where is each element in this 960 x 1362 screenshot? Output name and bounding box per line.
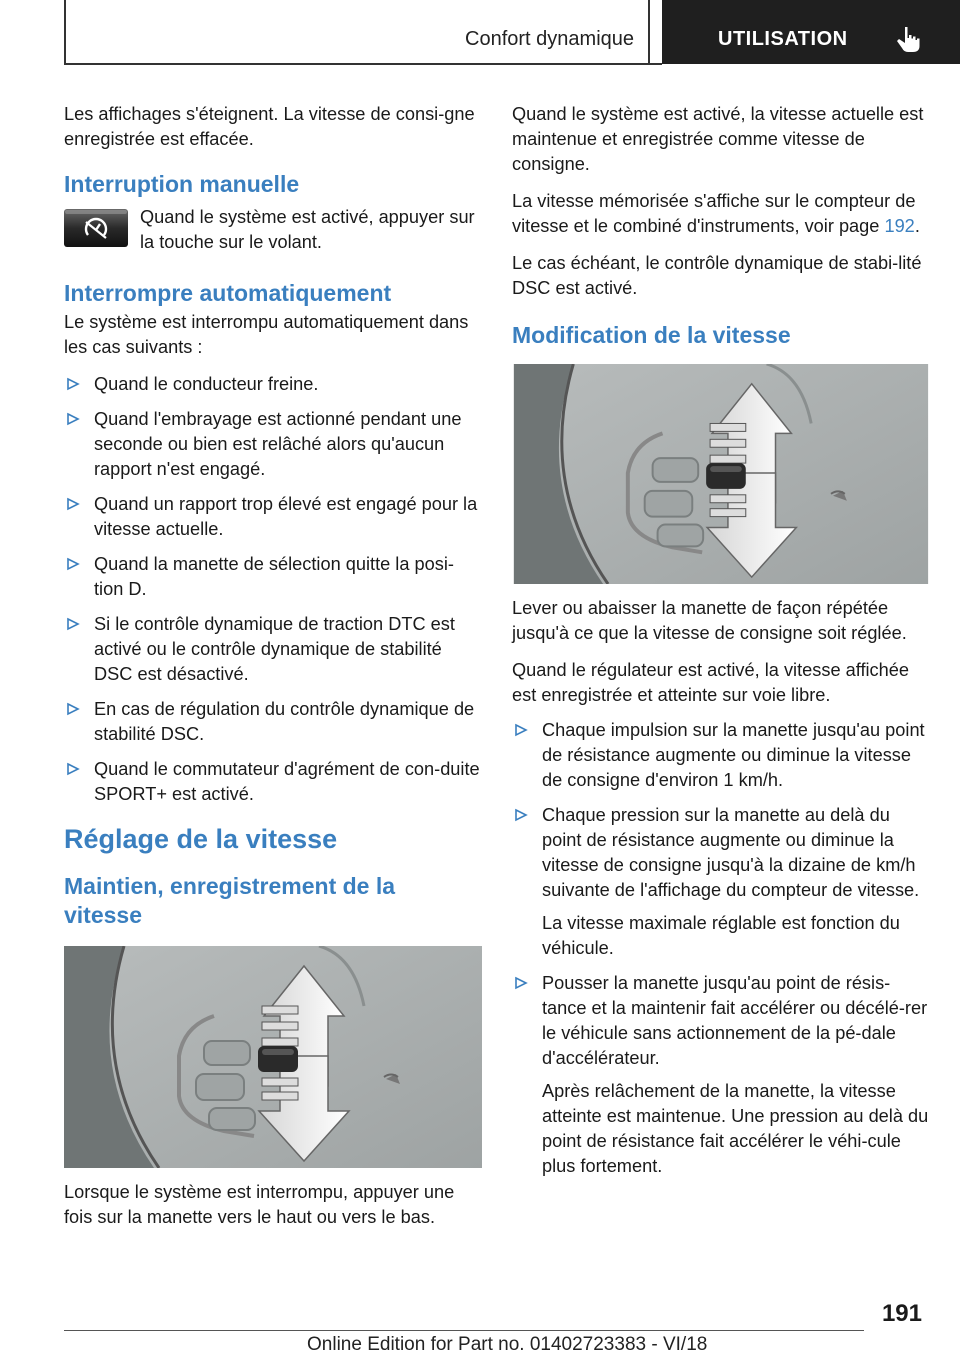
auto-interruption-item	[64, 552, 482, 602]
bullet-triangle-icon	[66, 377, 80, 391]
list-item-note: La vitesse maximale réglable est fonction du véhicule.	[542, 913, 900, 958]
list-item-text: Pousser la manette jusqu'au point de résis-tance et la maintenir fait accélérer ou décélé-rer le véhicule sans actionnement de la pé-dale d'accélérateur.	[542, 973, 928, 1068]
list-item-text: Quand le conducteur freine.	[94, 374, 319, 394]
list-item-text: Quand la manette de sélection quitte la posi-tion D.	[94, 554, 454, 599]
auto-interruption-item	[64, 492, 482, 542]
list-item-text: En cas de régulation du contrôle dynamique de stabilité DSC.	[94, 699, 475, 744]
speed-adjust-item	[512, 718, 930, 793]
dsc-paragraph: Le cas échéant, le contrôle dynamique de stabi-lité DSC est activé.	[512, 253, 922, 298]
activated-paragraph: Quand le système est activé, la vitesse actuelle est maintenue et enregistrée comme vitesse de consigne.	[512, 104, 924, 174]
footer-rule	[64, 1330, 864, 1331]
bullet-triangle-icon	[514, 976, 528, 990]
bullet-triangle-icon	[66, 412, 80, 426]
speed-maintain-heading: Maintien, enregistrement de la vitesse	[64, 873, 396, 928]
auto-interruption-list	[64, 372, 482, 807]
list-item-text: Quand l'embrayage est actionné pendant une seconde ou bien est relâché alors qu'aucun rapport n'est engagé.	[94, 409, 462, 479]
list-item-text: Quand le commutateur d'agrément de con-duite SPORT+ est activé.	[94, 759, 480, 804]
bullet-triangle-icon	[66, 762, 80, 776]
header-underline	[64, 63, 662, 65]
list-item-text: Si le contrôle dynamique de traction DTC est activé ou le contrôle dynamique de stabilité DSC est désactivé.	[94, 614, 455, 684]
manual-interruption-heading: Interruption manuelle	[64, 171, 300, 197]
auto-interruption-item	[64, 612, 482, 687]
hand-pointer-icon	[893, 24, 923, 54]
intro-paragraph: Les affichages s'éteignent. La vitesse de consi-gne enregistrée est effacée.	[64, 104, 475, 149]
right-photo-caption: Lever ou abaisser la manette de façon répétée jusqu'à ce que la vitesse de consigne soit réglée.	[512, 598, 907, 643]
bullet-triangle-icon	[66, 617, 80, 631]
speed-setting-heading: Réglage de la vitesse	[64, 824, 338, 854]
header-section-title: Confort dynamique	[465, 28, 634, 50]
auto-interruption-item	[64, 757, 482, 807]
speed-modification-heading: Modification de la vitesse	[512, 322, 791, 348]
list-item-text: Chaque impulsion sur la manette jusqu'au point de résistance augmente ou diminue la vitesse de consigne d'environ 1 km/h.	[542, 720, 925, 790]
steering-wheel-lever-photo	[64, 946, 482, 1168]
auto-interruption-item	[64, 372, 482, 397]
steering-wheel-adjust-photo	[512, 364, 930, 584]
speed-adjust-list	[512, 718, 930, 1179]
page-reference-link[interactable]: 192	[884, 216, 915, 236]
header-chapter-title: UTILISATION	[718, 28, 848, 50]
auto-interruption-item	[64, 697, 482, 747]
header-divider-left	[64, 0, 66, 64]
list-item-note: Après relâchement de la manette, la vitesse atteinte est maintenue. Une pression au delà du point de résistance fait accélérer le véhi-cule plus fortement.	[542, 1081, 929, 1176]
list-item-text: Chaque pression sur la manette au delà du point de résistance augmente ou diminue la vitesse de consigne jusqu'à la dizaine de km/h suivante de l'affichage du compteur de vitesse.	[542, 805, 920, 900]
auto-interruption-heading: Interrompre automatiquement	[64, 280, 392, 306]
bullet-triangle-icon	[66, 497, 80, 511]
speed-adjust-item	[512, 803, 930, 961]
left-column	[64, 102, 482, 1230]
manual-interruption-row	[64, 205, 482, 255]
left-photo-caption: Lorsque le système est interrompu, appuyer une fois sur la manette vers le haut ou vers le bas.	[64, 1182, 455, 1227]
page-number: 191	[881, 1300, 922, 1327]
list-item-text: Quand un rapport trop élevé est engagé pour la vitesse actuelle.	[94, 494, 478, 539]
memorized-speed-paragraph	[512, 189, 930, 239]
speed-adjust-item	[512, 971, 930, 1179]
memorized-speed-end: .	[914, 216, 920, 236]
bullet-triangle-icon	[66, 557, 80, 571]
footer-edition: Online Edition for Part no. 01402723383 - VI/18	[307, 1334, 708, 1355]
manual-interruption-text: Quand le système est activé, appuyer sur la touche sur le volant.	[140, 207, 475, 252]
regulator-paragraph: Quand le régulateur est activé, la vitesse affichée est enregistrée et atteinte sur voie libre.	[512, 660, 909, 705]
cruise-control-button-icon	[64, 209, 128, 247]
right-column	[512, 102, 930, 1189]
bullet-triangle-icon	[514, 723, 528, 737]
bullet-triangle-icon	[66, 702, 80, 716]
memorized-speed-text: La vitesse mémorisée s'affiche sur le compteur de vitesse et le combiné d'instruments, voir page	[512, 191, 916, 236]
bullet-triangle-icon	[514, 808, 528, 822]
auto-interruption-item	[64, 407, 482, 482]
header-divider-middle	[648, 0, 650, 64]
auto-interruption-intro: Le système est interrompu automatiquement dans les cas suivants :	[64, 312, 469, 357]
